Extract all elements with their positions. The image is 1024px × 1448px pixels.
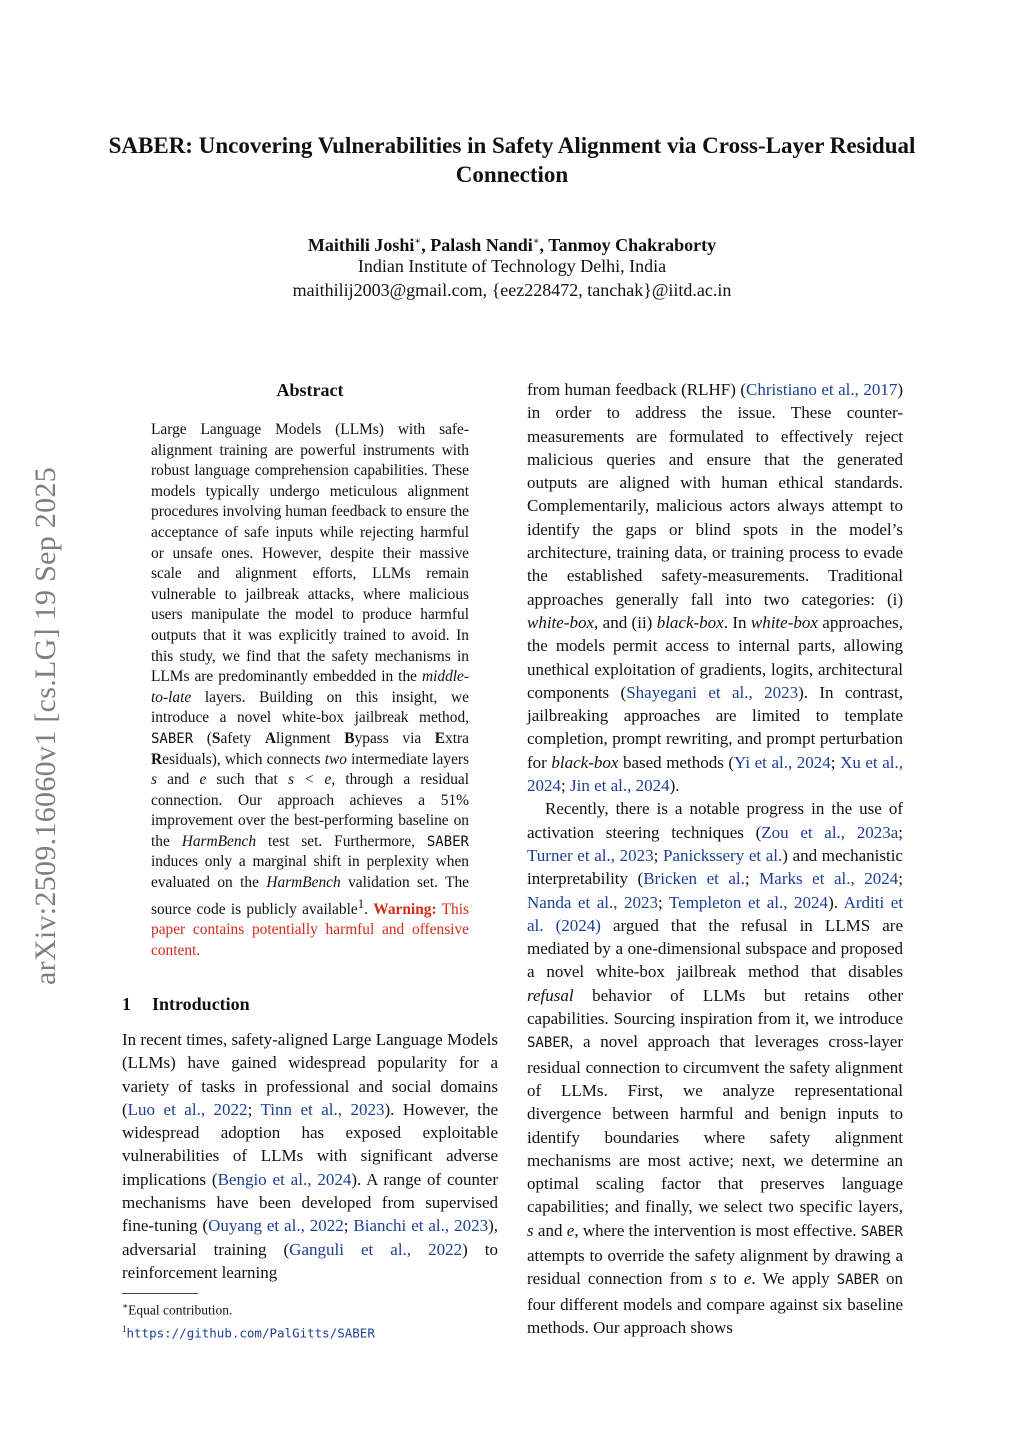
text-run: Large Language Models (LLMs) with safe-alignment training are powerful instruments with robust language comprehension capabilities. These models typically undergo meticulous alignment procedures involving human feedback to ensure the acceptance of safe inputs while rejecting harmful or unsafe ones. However, despite their massive scale and alignment efforts, LLMs remain vulnerable to jailbreak attacks, where malicious users manipulate the model to produce harmful outputs that it was explicitly trained to avoid. In this study, we find that the safety mechanisms in LLMs are predominantly embedded in the — [151, 421, 469, 686]
text-run: . We apply — [751, 1269, 837, 1289]
emphasis: HarmBench — [181, 832, 257, 850]
text-run: xtra — [445, 729, 469, 747]
text-run: ). In contrast, jailbreaking approaches are limited to template completion, prompt rewriting, and prompt perturbation for — [527, 682, 903, 772]
footnote-ref[interactable]: 1 — [357, 896, 365, 911]
acronym-letter: A — [264, 729, 276, 747]
method-name: SABER — [860, 1223, 903, 1240]
citation-link[interactable]: Marks et al., 2024 — [759, 869, 899, 889]
text-run: ; — [247, 1099, 261, 1119]
text-run: argued that the refusal in LLMS are mediated by a one-dimensional subspace and proposed a novel white-box jailbreak method that disables — [527, 915, 903, 982]
acronym-letter: R — [151, 750, 163, 768]
text-run: ). — [669, 776, 680, 796]
text-run: and — [157, 771, 200, 789]
citation-link[interactable]: Ouyang et al., 2022 — [208, 1216, 344, 1236]
text-run: ; — [653, 845, 663, 865]
emphasis: black-box — [551, 752, 619, 772]
introduction-body — [122, 1028, 498, 1284]
text-run: ; — [658, 892, 669, 912]
warning-text: This paper contains potentially harmful and offensive content. — [151, 900, 469, 959]
method-name: SABER — [527, 1035, 570, 1052]
text-run: . In — [723, 612, 751, 632]
text-run: approaches, the models permit access to internal parts, allowing unethical exploitation of gradients, logits, architectural components ( — [527, 612, 903, 702]
citation-link[interactable]: Tinn et al., 2023 — [260, 1099, 385, 1119]
author-name: Tanmoy Chakraborty — [548, 235, 717, 255]
text-run: ; — [343, 1216, 354, 1236]
text-run: ( — [193, 729, 212, 747]
citation-link[interactable]: Shayegani et al., 2023 — [626, 682, 799, 702]
citation-link[interactable]: Templeton et al., 2024 — [668, 892, 829, 912]
text-run: , a novel approach that leverages cross-layer residual connection to circumvent the safety alignment of LLMs. First, we analyze representational divergence between harmful and benign inputs to identify boundaries where safety alignment mechanisms are most active; next, we determine an optimal scaling factor that preserves language capabilities; and finally, we select two specific layers, — [527, 1032, 903, 1217]
emphasis: two — [324, 750, 347, 768]
text-run: attempts to override the safety alignment by drawing a residual connection from — [527, 1245, 903, 1289]
emphasis: white-box — [527, 612, 595, 632]
emphasis: refusal — [527, 985, 574, 1005]
paragraph — [527, 378, 903, 797]
section-title: Introduction — [152, 994, 250, 1014]
affiliation: Indian Institute of Technology Delhi, India — [357, 256, 667, 276]
footnote-text: Equal contribution. — [128, 1302, 233, 1318]
text-run: ) in order to address the issue. These counter-measurements are formulated to effectively reject malicious queries and ensure that the generated outputs are aligned with human ethical standards. Complementarily, malicious actors always attempt to identify the gaps or blind spots in the model’s architecture, training data, or training process to evade the established safety-measurements. Traditional approaches generally fall into two categories: (i) — [527, 380, 903, 609]
text-run: on four different models and compare against six baseline methods. Our approach shows — [527, 1269, 903, 1337]
citation-link[interactable]: Arditi et al. (2024) — [527, 892, 903, 935]
footnote-mark: ∗ — [122, 1301, 129, 1311]
citation-link[interactable]: Turner et al., 2023 — [527, 845, 654, 865]
citation-link[interactable]: Zou et al., 2023a — [761, 822, 899, 842]
citation-link[interactable]: Jin et al., 2024 — [569, 776, 670, 796]
author-name: Palash Nandi — [430, 235, 533, 255]
footnote-rule — [122, 1293, 198, 1294]
method-name: SABER — [151, 730, 194, 747]
citation-link[interactable]: Bricken et al. — [643, 869, 745, 889]
author-name: Maithili Joshi — [307, 235, 415, 255]
emphasis: e — [743, 1269, 752, 1289]
text-run: behavior of LLMs but retains other capabilities. Sourcing inspiration from it, we introduce — [527, 985, 903, 1029]
emphasis: white-box — [750, 612, 818, 632]
section-heading-introduction — [122, 992, 502, 1016]
emphasis: middle-to-late — [151, 668, 469, 706]
acronym-letter: B — [344, 729, 355, 747]
emphasis: e — [199, 771, 207, 789]
text-run: ; — [744, 869, 760, 889]
emphasis: black-box — [656, 612, 724, 632]
abstract-body — [151, 420, 469, 962]
method-name: SABER — [836, 1272, 879, 1289]
text-run: esiduals), which connects — [162, 750, 325, 768]
emphasis: s — [527, 1220, 534, 1240]
emphasis: e — [566, 1220, 575, 1240]
text-run: ; — [830, 752, 841, 772]
footnote-equal-contribution — [122, 1297, 502, 1320]
text-run: Recently, there is a notable progress in the use of activation steering techniques ( — [527, 799, 903, 842]
text-run: In recent times, safety-aligned Large Language Models (LLMs) have gained widespread popularity for a variety of tasks in professional and social domains ( — [122, 1030, 498, 1119]
emphasis: s < e — [287, 771, 332, 789]
footnotes — [122, 1297, 502, 1342]
right-column-body — [527, 378, 903, 1339]
text-run: , through a residual connection. Our approach achieves a 51% improvement over the best-performing baseline on the — [151, 771, 469, 850]
text-run: to — [716, 1269, 744, 1289]
citation-link[interactable]: Christiano et al., 2017 — [746, 380, 898, 399]
text-run: ypass via — [354, 729, 435, 747]
author-separator: , — [539, 235, 549, 255]
text-run: from human feedback (RLHF) ( — [527, 380, 747, 399]
text-run: afety — [220, 729, 265, 747]
citation-link[interactable]: Yi et al., 2024 — [734, 752, 831, 772]
paragraph — [122, 1028, 498, 1284]
author-list — [100, 230, 924, 257]
text-run: induces only a marginal shift in perplexity when evaluated on the — [151, 853, 469, 892]
author-emails: maithilij2003@gmail.com, {eez228472, tanchak}@iitd.ac.in — [292, 280, 732, 300]
text-run: ; — [561, 776, 570, 796]
paragraph — [527, 797, 903, 1339]
text-run: test set. Furthermore, — [256, 832, 427, 850]
abstract-heading: Abstract — [276, 380, 344, 400]
citation-link[interactable]: Luo et al., 2022 — [127, 1099, 248, 1119]
source-code-link[interactable]: https://github.com/PalGitts/SABER — [126, 1325, 375, 1340]
text-run: such that — [206, 771, 288, 789]
text-run: , and (ii) — [594, 612, 657, 632]
text-run: ). However, the widespread adoption has exposed exploitable vulnerabilities of LLMs with significant adverse implications ( — [122, 1099, 499, 1189]
equal-contribution-mark: ∗ — [532, 236, 540, 247]
section-number: 1 — [122, 994, 131, 1014]
emphasis: s — [151, 771, 157, 789]
text-run: and — [533, 1220, 567, 1240]
text-run: ) and mechanistic interpretability ( — [527, 845, 903, 889]
text-run: . — [364, 900, 368, 918]
footnote-mark: 1 — [122, 1323, 127, 1334]
citation-link[interactable]: Ganguli et al., 2022 — [289, 1239, 463, 1259]
emphasis: HarmBench — [266, 874, 341, 892]
text-run: ). A range of counter mechanisms have been developed from supervised fine-tuning ( — [122, 1169, 498, 1236]
acronym-letter: S — [211, 729, 221, 747]
citation-link[interactable]: Bianchi et al., 2023 — [353, 1216, 489, 1236]
arxiv-sidebar — [6, 426, 86, 1026]
citation-link[interactable]: Xu et al., 2024 — [527, 752, 903, 796]
author-separator: , — [421, 235, 431, 255]
text-run: ). — [828, 892, 844, 912]
citation-link[interactable]: Bengio et al., 2024 — [217, 1169, 352, 1189]
text-run: based methods ( — [618, 752, 735, 772]
emphasis: s — [709, 1269, 717, 1289]
citation-link[interactable]: Panickssery et al. — [663, 845, 783, 865]
text-run: validation set. The source code is publicly available — [151, 874, 470, 918]
equal-contribution-mark: ∗ — [414, 236, 422, 247]
text-run: layers. Building on this insight, we introduce a novel white-box jailbreak method, — [151, 688, 469, 727]
text-run: , where the intervention is most effective. — [574, 1220, 861, 1240]
paper-title: SABER: Uncovering Vulnerabilities in Safety Alignment via Cross-Layer Residual Connection — [108, 133, 916, 187]
footnote-source-code — [122, 1320, 502, 1343]
text-run: lignment — [275, 729, 345, 747]
text-run: intermediate layers — [346, 750, 470, 768]
acronym-letter: E — [434, 729, 446, 747]
text-run: ) to reinforcement learning — [122, 1239, 498, 1282]
warning-label: Warning: — [373, 900, 437, 918]
method-name: SABER — [426, 833, 469, 850]
citation-link[interactable]: Nanda et al., 2023 — [527, 892, 659, 912]
text-run: ; — [898, 869, 903, 889]
arxiv-identifier: arXiv:2509.16060v1 [cs.LG] 19 Sep 2025 — [29, 466, 62, 986]
text-run: ), adversarial training ( — [122, 1216, 499, 1259]
text-run: ; — [898, 822, 903, 842]
